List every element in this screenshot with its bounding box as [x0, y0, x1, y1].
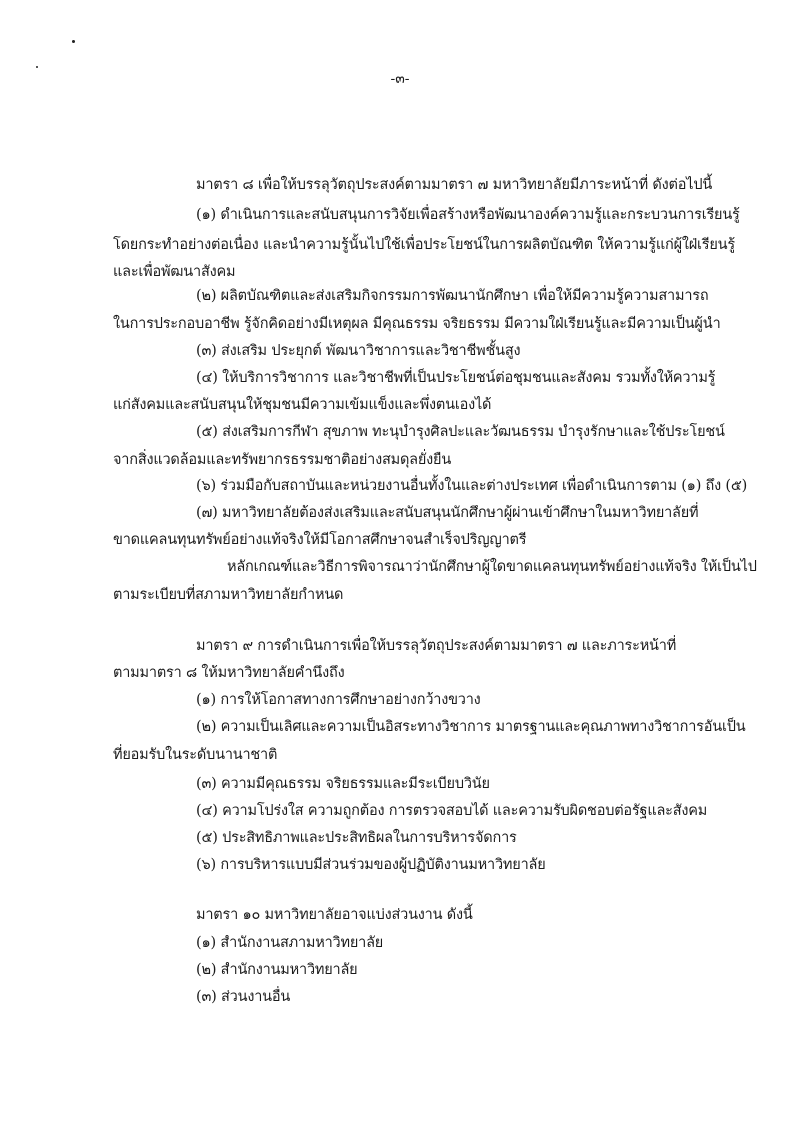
section-8-heading: มาตรา ๘ เพื่อให้บรรลุวัตถุประสงค์ตามมาตรา ๗ มหาวิทยาลัยมีภาระหน้าที่ ดังต่อไปนี้ — [196, 177, 713, 193]
text-line: และเพื่อพัฒนาสังคม — [113, 264, 236, 280]
section-8-item-7: (๗) มหาวิทยาลัยต้องส่งเสริมและสนับสนุนนักศึกษาผู้ผ่านเข้าศึกษาในมหาวิทยาลัยที่ — [196, 505, 699, 521]
section-8-item-2: (๒) ผลิตบัณฑิตและส่งเสริมกิจกรรมการพัฒนานักศึกษา เพื่อให้มีความรู้ความสามารถ — [196, 288, 709, 304]
section-9-item-3: (๓) ความมีคุณธรรม จริยธรรมและมีระเบียบวินัย — [196, 776, 490, 792]
text-line: โดยกระทำอย่างต่อเนื่อง และนำความรู้นั้นไปใช้เพื่อประโยชน์ในการผลิตบัณฑิต ให้ความรู้แก่ผู้ใฝ่เรียนรู้ — [113, 237, 735, 253]
section-9-item-1: (๑) การให้โอกาสทางการศึกษาอย่างกว้างขวาง — [196, 692, 481, 708]
page-number: -๓- — [390, 71, 410, 87]
text-line: หลักเกณฑ์และวิธีการพิจารณาว่านักศึกษาผู้ใดขาดแคลนทุนทรัพย์อย่างแท้จริง ให้เป็นไป — [227, 559, 757, 575]
section-9-item-2: (๒) ความเป็นเลิศและความเป็นอิสระทางวิชาการ มาตรฐานและคุณภาพทางวิชาการอันเป็น — [196, 719, 746, 735]
scan-speck — [72, 40, 75, 43]
text-line: ในการประกอบอาชีพ รู้จักคิดอย่างมีเหตุผล มีคุณธรรม จริยธรรม มีความใฝ่เรียนรู้และมีความเป็นผู้นำ — [113, 316, 721, 332]
text-line: ตามมาตรา ๘ ให้มหาวิทยาลัยคำนึงถึง — [113, 665, 345, 681]
section-10-item-3: (๓) ส่วนงานอื่น — [196, 989, 291, 1005]
section-9-item-6: (๖) การบริหารแบบมีส่วนร่วมของผู้ปฏิบัติงานมหาวิทยาลัย — [196, 857, 546, 873]
section-10-item-2: (๒) สำนักงานมหาวิทยาลัย — [196, 962, 358, 978]
text-line: แก่สังคมและสนับสนุนให้ชุมชนมีความเข้มแข็งและพึ่งตนเองได้ — [113, 397, 492, 413]
section-8-item-6: (๖) ร่วมมือกับสถาบันและหน่วยงานอื่นทั้งในและต่างประเทศ เพื่อดำเนินการตาม (๑) ถึง (๕) — [196, 478, 748, 494]
section-9-heading: มาตรา ๙ การดำเนินการเพื่อให้บรรลุวัตถุประสงค์ตามมาตรา ๗ และภาระหน้าที่ — [196, 638, 677, 654]
section-8-item-4: (๔) ให้บริการวิชาการ และวิชาชีพที่เป็นประโยชน์ต่อชุมชนและสังคม รวมทั้งให้ความรู้ — [196, 370, 716, 386]
section-8-item-3: (๓) ส่งเสริม ประยุกต์ พัฒนาวิชาการและวิชาชีพชั้นสูง — [196, 343, 521, 359]
text-line: ตามระเบียบที่สภามหาวิทยาลัยกำหนด — [113, 587, 344, 603]
section-10-heading: มาตรา ๑๐ มหาวิทยาลัยอาจแบ่งส่วนงาน ดังนี้ — [196, 907, 473, 923]
section-8-item-5: (๕) ส่งเสริมการกีฬา สุขภาพ ทะนุบำรุงศิลปะและวัฒนธรรม บำรุงรักษาและใช้ประโยชน์ — [196, 424, 725, 440]
text-line: ขาดแคลนทุนทรัพย์อย่างแท้จริงให้มีโอกาสศึกษาจนสำเร็จปริญญาตรี — [113, 532, 527, 548]
section-9-item-5: (๕) ประสิทธิภาพและประสิทธิผลในการบริหารจัดการ — [196, 830, 517, 846]
section-10-item-1: (๑) สำนักงานสภามหาวิทยาลัย — [196, 935, 384, 951]
section-8-item-1: (๑) ดำเนินการและสนับสนุนการวิจัยเพื่อสร้างหรือพัฒนาองค์ความรู้และกระบวนการเรียนรู้ — [196, 207, 740, 223]
text-line: จากสิ่งแวดล้อมและทรัพยากรธรรมชาติอย่างสมดุลยั่งยืน — [113, 452, 452, 468]
text-line: ที่ยอมรับในระดับนานาชาติ — [113, 747, 278, 763]
section-9-item-4: (๔) ความโปร่งใส ความถูกต้อง การตรวจสอบได้ และความรับผิดชอบต่อรัฐและสังคม — [196, 803, 708, 819]
